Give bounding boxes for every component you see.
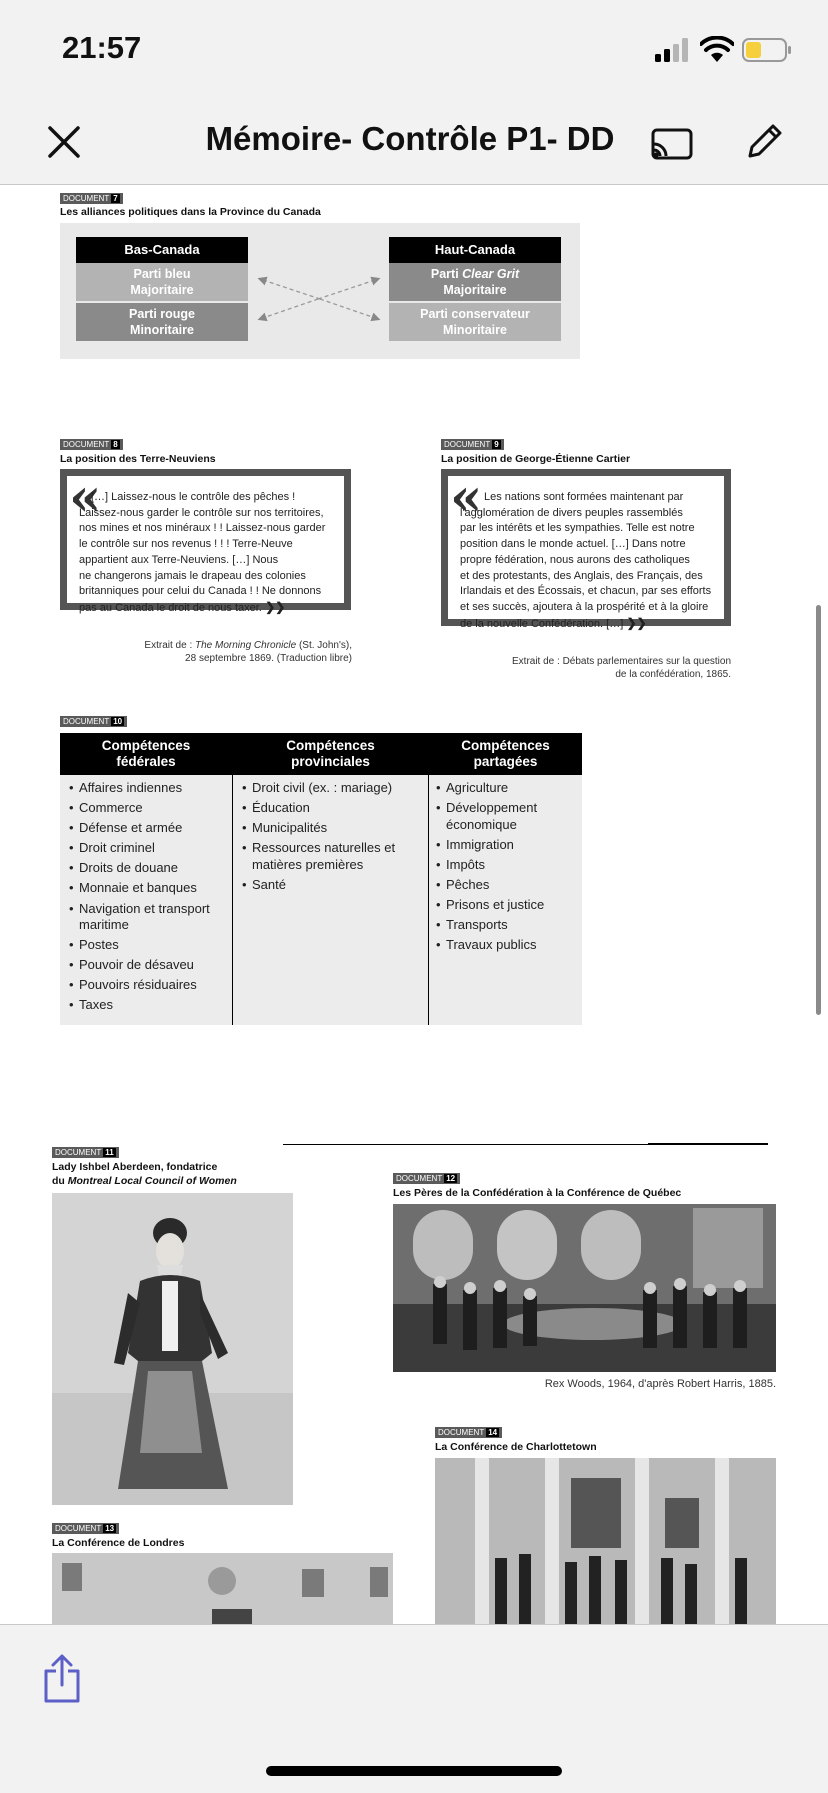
doc8-caption: La position des Terre-Neuviens bbox=[60, 453, 216, 465]
quote-line: ne changerons jamais le drapeau des colonies bbox=[79, 569, 306, 582]
quote-line: l'agglomération de divers peuples rassemblés bbox=[460, 506, 683, 519]
doc9-quote-text bbox=[460, 490, 722, 632]
quote-line: Les nations sont formées maintenant par bbox=[484, 491, 684, 503]
painting-image bbox=[393, 1204, 776, 1372]
quote-line: […] Laissez-nous le contrôle des pêches ! bbox=[91, 491, 296, 503]
table-divider bbox=[232, 733, 233, 1025]
close-quote-icon: ❯❯ bbox=[623, 615, 647, 630]
battery-icon bbox=[742, 38, 792, 62]
status-bar bbox=[0, 0, 828, 100]
doc7-caption: Les alliances politiques dans la Province du Canada bbox=[60, 206, 321, 218]
quote-line: britanniques pour celui du Canada ! ! Ne donnons bbox=[79, 585, 322, 598]
cast-icon[interactable] bbox=[650, 124, 694, 164]
doc12-tag: DOCUMENT 12 bbox=[393, 1173, 460, 1184]
share-icon[interactable] bbox=[42, 1653, 82, 1705]
alliance-arrows-icon bbox=[252, 269, 386, 329]
competence-item: • Postes bbox=[68, 937, 232, 954]
doc13-tag: DOCUMENT 13 bbox=[52, 1523, 119, 1534]
open-quote-icon: « bbox=[450, 467, 483, 528]
competence-item: • Droits de douane bbox=[68, 860, 232, 877]
cellular-signal-icon bbox=[654, 38, 688, 62]
federal-header: Compétences fédérales bbox=[60, 733, 232, 775]
parti-conservateur-cell: Parti conservateur Minoritaire bbox=[389, 303, 561, 341]
quote-line: nos mines et nos minéraux ! ! Laissez-nous garder bbox=[79, 522, 326, 535]
competence-item: • Monnaie et banques bbox=[68, 880, 232, 897]
competence-item: • Taxes bbox=[68, 997, 232, 1014]
page-rule bbox=[648, 1143, 768, 1145]
wifi-icon bbox=[700, 36, 734, 64]
doc7-tag: DOCUMENT 7 bbox=[60, 193, 123, 204]
doc9-quote-box bbox=[441, 467, 731, 630]
london-conference-painting bbox=[52, 1553, 393, 1625]
doc7-diagram bbox=[60, 223, 580, 359]
open-quote-icon: « bbox=[69, 467, 102, 528]
competence-item: • Transports bbox=[435, 917, 582, 934]
competence-item: • Pouvoirs résiduaires bbox=[68, 977, 232, 994]
bas-canada-header: Bas-Canada bbox=[76, 237, 248, 263]
quote-line: appartient aux Terre-Neuviens. […] Nous bbox=[79, 553, 279, 566]
haut-canada-header: Haut-Canada bbox=[389, 237, 561, 263]
close-quote-icon: ❯❯ bbox=[261, 599, 286, 614]
doc14-tag: DOCUMENT 14 bbox=[435, 1427, 502, 1438]
provincial-list bbox=[233, 775, 428, 1025]
competence-item: • Prisons et justice bbox=[435, 897, 582, 914]
parti-bleu-cell: Parti bleu Majoritaire bbox=[76, 263, 248, 301]
doc14-caption: La Conférence de Charlottetown bbox=[435, 1441, 597, 1453]
competence-item: • Défense et armée bbox=[68, 820, 232, 837]
quote-line: et des protestants, des Anglais, des Français, des bbox=[460, 569, 703, 582]
vertical-scrollbar[interactable] bbox=[816, 605, 821, 1015]
quote-line: Irlandais et des Écossais, et chacun, par ses efforts bbox=[460, 585, 712, 598]
lady-aberdeen-photo bbox=[52, 1193, 293, 1505]
navigation-bar bbox=[0, 100, 828, 185]
doc9-source: Extrait de : Débats parlementaires sur la question de la confédération, 1865. bbox=[512, 656, 731, 680]
competence-item: • Ressources naturelles et matières premières bbox=[241, 840, 428, 873]
quote-line: Laissez-nous garder le contrôle sur nos territoires, bbox=[79, 506, 324, 519]
doc11-caption-line2: du Montreal Local Council of Women bbox=[52, 1175, 237, 1187]
competence-item: • Municipalités bbox=[241, 820, 428, 837]
competence-item: • Impôts bbox=[435, 857, 582, 874]
photo-image bbox=[435, 1458, 776, 1625]
competence-item: • Éducation bbox=[241, 800, 428, 817]
quote-line: position dans le monde actuel. […] Dans notre bbox=[460, 538, 686, 551]
document-title: Mémoire- Contrôle P1- DD bbox=[205, 120, 615, 157]
doc11-caption-line1: Lady Ishbel Aberdeen, fondatrice bbox=[52, 1161, 218, 1173]
painting-image bbox=[52, 1553, 393, 1625]
portrait-image bbox=[52, 1193, 293, 1505]
quote-line: pas au Canada le droit de nous taxer. ❯❯ bbox=[79, 599, 286, 614]
competence-item: • Commerce bbox=[68, 800, 232, 817]
quote-line: par les intérêts et les sympathies. Telle est notre bbox=[460, 522, 695, 535]
provincial-header: Compétences provinciales bbox=[233, 733, 428, 775]
doc12-credit: Rex Woods, 1964, d'après Robert Harris, 1885. bbox=[544, 1378, 776, 1390]
quote-line: le contrôle sur nos revenus ! ! ! Terre-Neuve bbox=[79, 538, 293, 551]
close-icon[interactable] bbox=[44, 122, 84, 162]
competence-item: • Droit criminel bbox=[68, 840, 232, 857]
competence-item: • Immigration bbox=[435, 837, 582, 854]
parti-clear-grit-cell: Parti Clear Grit Majoritaire bbox=[389, 263, 561, 301]
competence-item: • Développement économique bbox=[435, 800, 582, 833]
bottom-toolbar bbox=[0, 1624, 828, 1793]
competence-item: • Pêches bbox=[435, 877, 582, 894]
doc9-caption: La position de George-Étienne Cartier bbox=[441, 453, 631, 465]
pdf-page-content[interactable] bbox=[0, 185, 828, 1625]
doc8-source: Extrait de : The Morning Chronicle (St. John's), 28 septembre 1869. (Traduction libre) bbox=[144, 640, 352, 664]
status-time: 21:57 bbox=[62, 30, 142, 65]
quote-line: et ses succès, ajoutera à la prospérité et à la gloire bbox=[460, 600, 709, 613]
quote-line: de la nouvelle Confédération. […] ❯❯ bbox=[460, 615, 647, 630]
competence-item: • Pouvoir de désaveu bbox=[68, 957, 232, 974]
competence-item: • Travaux publics bbox=[435, 937, 582, 954]
table-divider bbox=[428, 733, 429, 1025]
competence-item: • Agriculture bbox=[435, 780, 582, 797]
competence-item: • Droit civil (ex. : mariage) bbox=[241, 780, 428, 797]
doc13-caption: La Conférence de Londres bbox=[52, 1537, 185, 1549]
fathers-of-confederation-painting bbox=[393, 1204, 776, 1372]
competence-item: • Affaires indiennes bbox=[68, 780, 232, 797]
shared-list bbox=[429, 775, 582, 1025]
shared-header: Compétences partagées bbox=[429, 733, 582, 775]
parti-rouge-cell: Parti rouge Minoritaire bbox=[76, 303, 248, 341]
doc11-tag: DOCUMENT 11 bbox=[52, 1147, 119, 1158]
doc8-tag: DOCUMENT 8 bbox=[60, 439, 123, 450]
doc10-tag: DOCUMENT 10 bbox=[60, 716, 127, 727]
doc8-quote-text bbox=[79, 490, 341, 617]
edit-pencil-icon[interactable] bbox=[742, 120, 786, 164]
federal-list bbox=[60, 775, 232, 1025]
charlottetown-conference-photo bbox=[435, 1458, 776, 1625]
doc12-caption: Les Pères de la Confédération à la Conférence de Québec bbox=[393, 1187, 682, 1199]
competence-item: • Santé bbox=[241, 877, 428, 894]
doc8-quote-box bbox=[60, 467, 351, 614]
quote-line: propre fédération, nous aurons des catholiques bbox=[460, 553, 690, 566]
competence-item: • Navigation et transport maritime bbox=[68, 901, 232, 934]
home-indicator[interactable] bbox=[266, 1766, 562, 1776]
doc9-tag: DOCUMENT 9 bbox=[441, 439, 504, 450]
